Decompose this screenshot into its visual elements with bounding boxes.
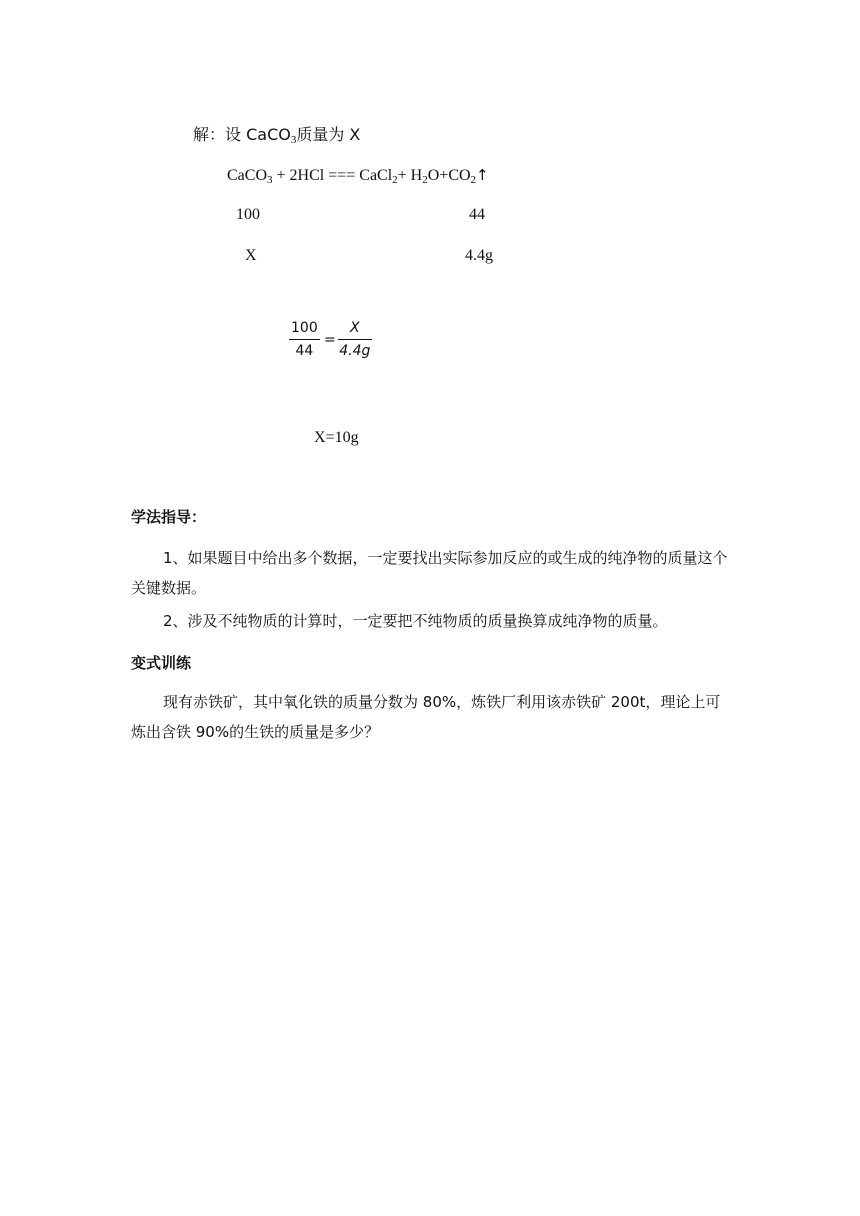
answer: X=10g xyxy=(314,429,359,446)
equation-part: + H xyxy=(397,167,423,184)
subscript: 3 xyxy=(267,174,273,186)
ratio-row1-right: 44 xyxy=(469,206,485,223)
fraction-numerator: X xyxy=(338,320,372,340)
fraction-right xyxy=(338,320,372,359)
ratio-row2-left: X xyxy=(245,247,257,264)
study-guide-point-1: 1、如果题目中给出多个数据，一定要找出实际参加反应的或生成的纯净物的质量这个关键数据。 xyxy=(131,549,728,597)
subscript: 2 xyxy=(470,174,477,186)
solution-intro xyxy=(193,125,360,146)
variant-question: 现有赤铁矿，其中氧化铁的质量分数为 80%，炼铁厂利用该赤铁矿 200t，理论上可炼出含铁 90%的生铁的质量是多少？ xyxy=(131,693,721,741)
gas-arrow-icon: ↑ xyxy=(476,166,489,184)
study-guide-point-2: 2、涉及不纯物质的计算时，一定要把不纯物质的质量换算成纯净物的质量。 xyxy=(163,612,668,630)
equation-part: O+CO xyxy=(427,167,471,184)
fraction-left xyxy=(289,320,320,359)
subscript: 3 xyxy=(290,134,297,146)
ratio-row2-right: 4.4g xyxy=(465,247,493,264)
fraction-denominator: 44 xyxy=(295,343,314,359)
solution-intro-suffix: 质量为 X xyxy=(296,125,361,144)
fraction-numerator: 100 xyxy=(289,320,320,340)
subscript: 2 xyxy=(422,174,428,186)
ratio-row1-left: 100 xyxy=(236,206,260,223)
equation-part: CaCO xyxy=(227,167,267,184)
solution-intro-prefix: 解：设 CaCO xyxy=(193,125,291,144)
equals-sign: = xyxy=(324,332,336,348)
subscript: 2 xyxy=(392,174,398,186)
variant-heading: 变式训练 xyxy=(131,654,192,672)
equation-part: + 2HCl === CaCl xyxy=(272,167,393,184)
fraction-denominator: 4.4g xyxy=(339,343,371,359)
chemical-equation xyxy=(227,165,489,186)
study-guide-heading: 学法指导： xyxy=(131,508,207,526)
